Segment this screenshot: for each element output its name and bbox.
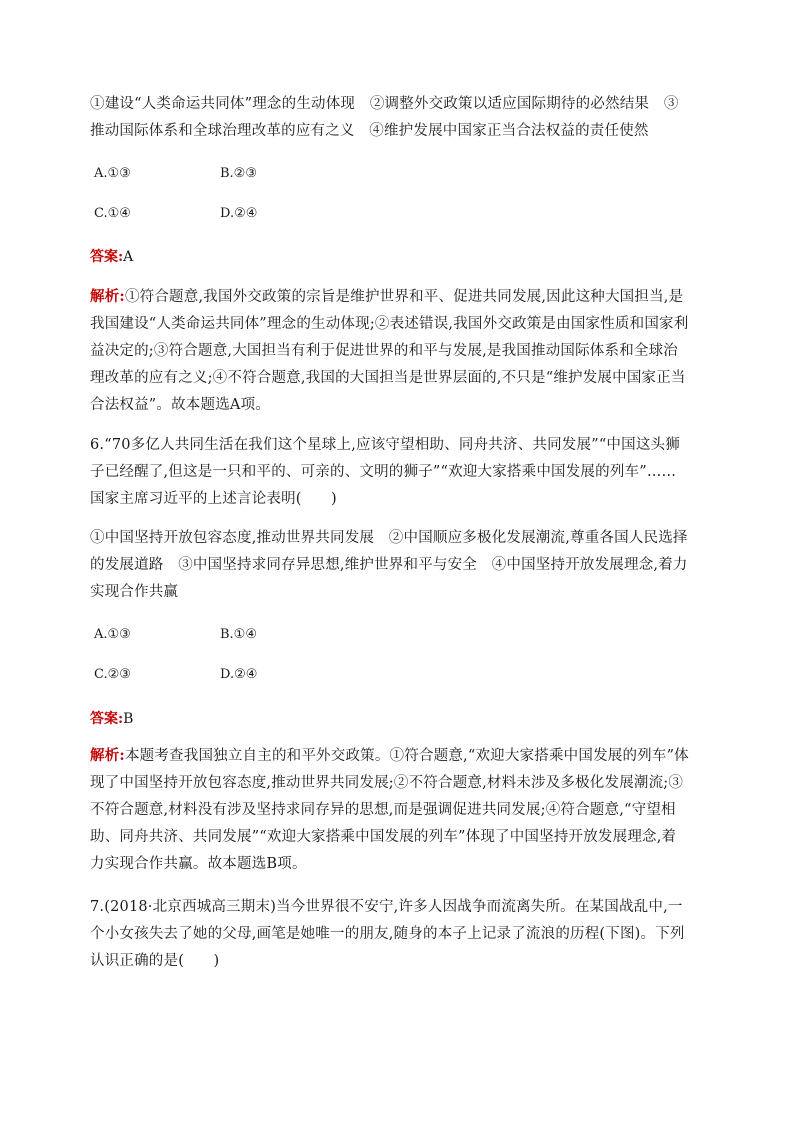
q5-option-c: C.①④ [94,206,131,221]
q5-statements: ①建设“人类命运共同体”理念的生动体现 ②调整外交政策以适应国际期待的必然结果 ③推动国际体系和全球治理改革的应有之义 ④维护发展中国家正当合法权益的责任使然 [90,96,679,139]
q5-option-a: A.①③ [94,166,131,181]
q6-analysis-text: 本题考查我国独立自主的和平外交政策。①符合题意,“欢迎大家搭乘中国发展的列车”体现了中国坚持开放包容态度,推动世界共同发展;②不符合题意,材料未涉及多极化发展潮流;③不符合题意,材料没有涉及坚持求同存异的思想,而是强调促进共同发展;④符合题意,“守望相助、同舟共济、共同发展”“欢迎大家搭乘中国发展的列车”体现了中国坚持开放发展理念,着力实现合作共赢。故本题选B项。 [90,748,689,872]
q6-stem: 6.“70多亿人共同生活在我们这个星球上,应该守望相助、同舟共济、共同发展”“中国这头狮子已经醒了,但这是一只和平的、可亲的、文明的狮子”“欢迎大家搭乘中国发展的列车”……国家主席习近平的上述言论表明( ) [90,437,680,507]
q5-options-row-1 [90,166,690,186]
q5-analysis-label: 解析: [90,288,125,305]
q6-options-row-1 [90,627,690,647]
q5-option-d: D.②④ [220,206,258,221]
q6-option-c: C.②③ [94,667,131,682]
q6-analysis [90,742,690,878]
q6-option-a: A.①③ [94,627,131,642]
q5-answer-label: 答案: [90,249,124,265]
q6-option-b: B.①④ [220,627,257,642]
q5-answer [90,246,133,266]
q6-answer-value: B [123,711,134,727]
q5-analysis [90,283,690,419]
q6-answer-label: 答案: [90,711,124,727]
q5-answer-value: A [123,249,134,265]
q6-answer [90,708,133,728]
q5-option-b: B.②③ [220,166,257,181]
q7-stem: 7.(2018·北京西城高三期末)当今世界很不安宁,许多人因战争而流离失所。在某国战乱中,一个小女孩失去了她的父母,画笔是她唯一的朋友,随身的本子上记录了流浪的历程(下图)。下列认识正确的是( ) [90,899,685,969]
q6-analysis-label: 解析: [90,747,125,764]
q5-analysis-text: ①符合题意,我国外交政策的宗旨是维护世界和平、促进共同发展,因此这种大国担当,是我国建设“人类命运共同体”理念的生动体现;②表述错误,我国外交政策是由国家性质和国家利益决定的;③符合题意,大国担当有利于促进世界的和平与发展,是我国推动国际体系和全球治理改革的应有之义;④不符合题意,我国的大国担当是世界层面的,不只是“维护发展中国家正当合法权益”。故本题选A项。 [90,289,689,413]
q6-option-d: D.②④ [220,667,258,682]
q5-options-row-2 [90,206,690,226]
q6-options-row-2 [90,667,690,687]
q6-statements: ①中国坚持开放包容态度,推动世界共同发展 ②中国顺应多极化发展潮流,尊重各国人民选择的发展道路 ③中国坚持求同存异思想,维护世界和平与安全 ④中国坚持开放发展理念,着力实现合作共赢 [90,530,688,600]
